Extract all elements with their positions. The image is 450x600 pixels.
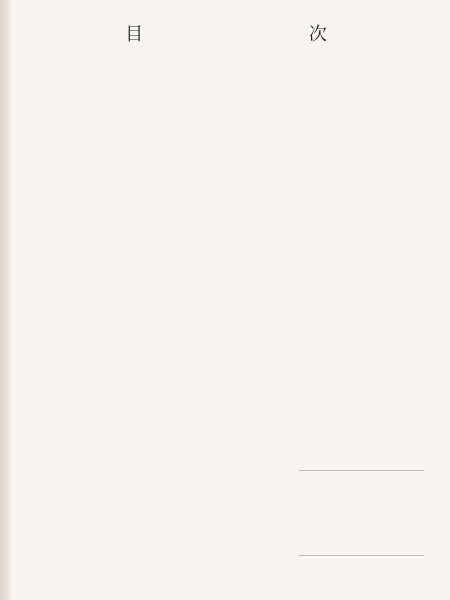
toc-column-2 [166,55,294,580]
divider-rule [299,470,424,471]
toc-column-1 [31,55,159,580]
toc-column-3 [299,55,427,580]
divider-rule [299,555,424,556]
contents-heading: 目 次 [125,24,407,45]
book-spine [1,0,11,600]
